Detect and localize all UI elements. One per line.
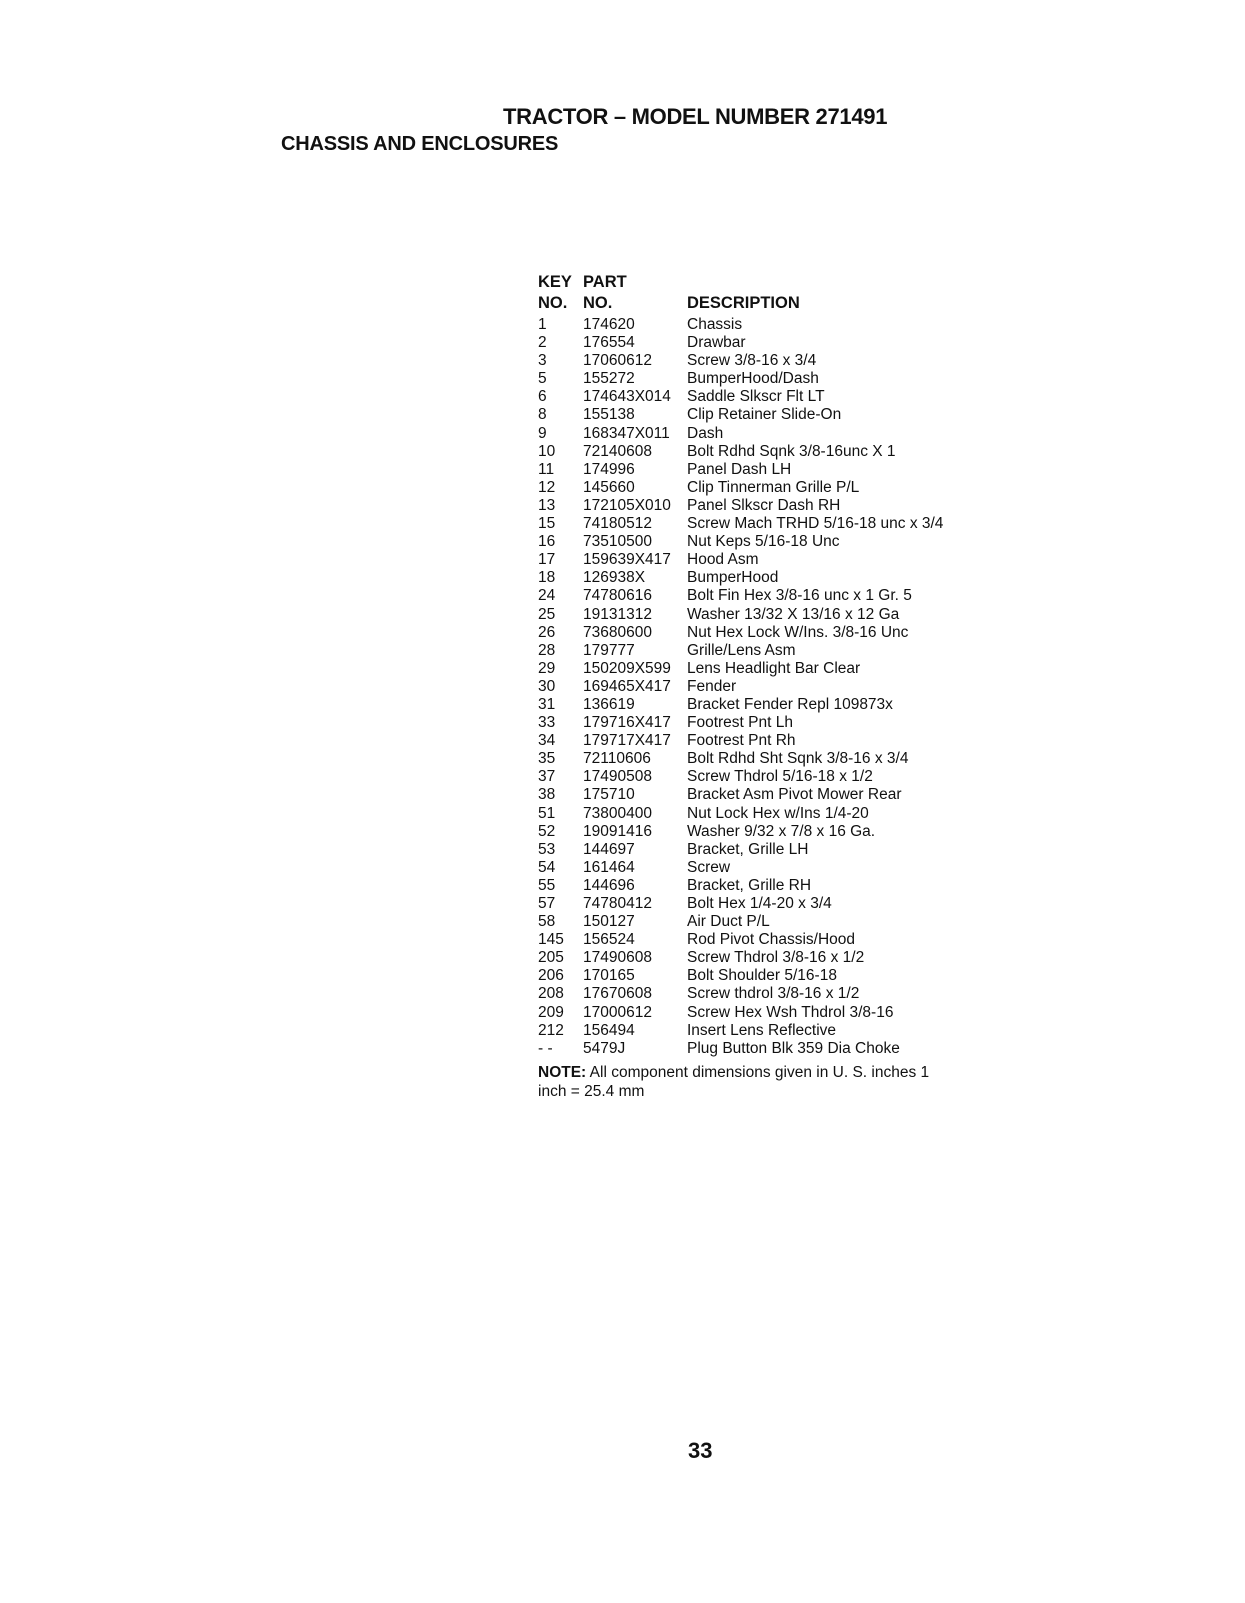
key-no-cell: 52 (538, 822, 556, 840)
table-row (538, 624, 943, 642)
part-no-cell: 136619 (583, 695, 635, 713)
table-row (538, 642, 943, 660)
table-row (538, 1004, 943, 1022)
part-no-cell: 161464 (583, 858, 635, 876)
note-label: NOTE: (538, 1064, 587, 1081)
part-no-cell: 17060612 (583, 352, 652, 370)
description-cell: Bolt Rdhd Sqnk 3/8-16unc X 1 (687, 442, 896, 460)
key-header-line2: NO. (538, 294, 568, 312)
description-cell: Lens Headlight Bar Clear (687, 659, 861, 677)
table-row (538, 443, 943, 461)
part-no-cell: 155272 (583, 370, 635, 388)
key-no-cell: 17 (538, 551, 556, 569)
table-row (538, 425, 943, 443)
key-no-cell: 6 (538, 388, 547, 406)
part-no-cell: 144697 (583, 840, 635, 858)
table-row (538, 370, 943, 388)
parts-list (538, 272, 943, 1058)
key-no-cell: 145 (538, 931, 564, 949)
part-no-cell: 72110606 (583, 750, 651, 768)
table-row (538, 606, 943, 624)
table-row (538, 805, 943, 823)
table-row (538, 533, 943, 551)
description-cell: Hood Asm (687, 551, 759, 569)
page-number: 33 (688, 1438, 713, 1463)
description-cell: Bracket Asm Pivot Mower Rear (687, 786, 902, 804)
key-no-cell: 26 (538, 623, 556, 641)
part-no-cell: 175710 (583, 786, 635, 804)
table-row (538, 949, 943, 967)
table-row (538, 515, 943, 533)
description-cell: Screw Mach TRHD 5/16-18 unc x 3/4 (687, 515, 944, 533)
description-cell: Bolt Rdhd Sht Sqnk 3/8-16 x 3/4 (687, 750, 909, 768)
description-cell: Bracket, Grille LH (687, 840, 809, 858)
key-no-cell: 205 (538, 949, 564, 967)
part-no-cell: 5479J (583, 1039, 626, 1057)
table-row (538, 551, 943, 569)
part-no-cell: 17490508 (583, 768, 652, 786)
table-row (538, 461, 943, 479)
key-no-cell: 58 (538, 913, 556, 931)
description-cell: Chassis (687, 316, 743, 333)
table-row (538, 877, 943, 895)
description-cell: Screw 3/8-16 x 3/4 (687, 352, 817, 370)
part-no-cell: 176554 (583, 334, 635, 352)
part-no-cell: 73680600 (583, 623, 652, 641)
part-no-cell: 74780616 (583, 587, 652, 605)
part-no-cell: 159639X417 (583, 551, 671, 569)
table-row (538, 768, 943, 786)
part-no-cell: 74180512 (583, 515, 652, 533)
description-cell: Washer 9/32 x 7/8 x 16 Ga. (687, 822, 876, 840)
part-no-cell: 144696 (583, 876, 635, 894)
table-row (538, 841, 943, 859)
part-no-cell: 168347X011 (583, 424, 670, 442)
table-row (538, 334, 943, 352)
table-row (538, 859, 943, 877)
key-no-cell: 29 (538, 659, 556, 677)
part-header-line2: NO. (583, 294, 613, 312)
description-cell: Clip Tinnerman Grille P/L (687, 478, 860, 496)
table-row (538, 750, 943, 768)
table-row (538, 696, 943, 714)
key-no-cell: 25 (538, 605, 556, 623)
table-row (538, 388, 943, 406)
description-cell: Fender (687, 677, 737, 695)
key-no-cell: 53 (538, 840, 556, 858)
table-row (538, 660, 943, 678)
description-cell: BumperHood/Dash (687, 370, 819, 388)
table-row (538, 587, 943, 605)
description-cell: Grille/Lens Asm (687, 641, 796, 659)
description-cell: Screw (687, 858, 731, 876)
key-no-cell: 35 (538, 750, 556, 768)
description-cell: Clip Retainer Slide-On (687, 406, 842, 424)
part-no-cell: 19131312 (583, 605, 652, 623)
part-no-cell: 156524 (583, 931, 635, 949)
part-no-cell: 179716X417 (583, 714, 671, 732)
description-cell: Nut Lock Hex w/Ins 1/4-20 (687, 804, 869, 822)
description-cell: Nut Hex Lock W/Ins. 3/8-16 Unc (687, 623, 909, 641)
key-no-cell: 3 (538, 352, 547, 370)
part-no-cell: 170165 (583, 967, 635, 985)
key-no-cell: 18 (538, 569, 556, 587)
key-no-cell: 37 (538, 768, 556, 786)
section-title: CHASSIS AND ENCLOSURES (281, 133, 559, 155)
description-cell: Screw Hex Wsh Thdrol 3/8-16 (687, 1003, 894, 1021)
key-no-cell: 208 (538, 985, 564, 1003)
table-row (538, 678, 943, 696)
part-no-cell: 19091416 (583, 822, 652, 840)
part-no-cell: 74780412 (583, 895, 652, 912)
key-no-cell: 8 (538, 406, 547, 424)
key-no-cell: 2 (538, 334, 547, 352)
description-cell: Panel Slkscr Dash RH (687, 496, 841, 514)
table-row (538, 479, 943, 497)
description-cell: Footrest Pnt Lh (687, 714, 793, 732)
part-no-cell: 126938X (583, 569, 646, 587)
key-no-cell: 24 (538, 587, 556, 605)
table-row (538, 967, 943, 985)
table-row (538, 352, 943, 370)
description-header: DESCRIPTION (687, 294, 800, 312)
key-no-cell: 12 (538, 478, 556, 496)
key-no-cell: 209 (538, 1003, 564, 1021)
part-no-cell: 172105X010 (583, 496, 671, 514)
part-no-cell: 17490608 (583, 949, 652, 967)
description-cell: Drawbar (687, 334, 746, 352)
table-row (538, 316, 943, 334)
table-row (538, 931, 943, 949)
key-no-cell: 10 (538, 442, 556, 460)
key-header-line1: KEY (538, 273, 572, 291)
part-no-cell: 150127 (583, 913, 635, 931)
key-no-cell: 54 (538, 858, 556, 876)
description-cell: Rod Pivot Chassis/Hood (687, 931, 855, 949)
description-cell: Washer 13/32 X 13/16 x 12 Ga (687, 605, 900, 623)
key-no-cell: - - (538, 1039, 553, 1057)
part-no-cell: 17000612 (583, 1003, 652, 1021)
description-cell: Insert Lens Reflective (687, 1021, 837, 1039)
part-no-cell: 174996 (583, 460, 635, 478)
part-no-cell: 169465X417 (583, 677, 671, 695)
part-no-cell: 145660 (583, 478, 635, 496)
key-no-cell: 5 (538, 370, 547, 388)
description-cell: Bolt Hex 1/4-20 x 3/4 (687, 895, 832, 912)
part-no-cell: 73800400 (583, 804, 652, 822)
note-text: All component dimensions given in U. S. inches 1 inch = 25.4 mm (538, 1064, 930, 1100)
part-header-line1: PART (583, 273, 627, 291)
key-no-cell: 13 (538, 496, 556, 514)
description-cell: Footrest Pnt Rh (687, 732, 796, 750)
part-no-cell: 174643X014 (583, 388, 671, 406)
key-no-cell: 11 (538, 460, 555, 478)
table-row (538, 1040, 943, 1058)
part-no-cell: 150209X599 (583, 659, 671, 677)
description-cell: Nut Keps 5/16-18 Unc (687, 533, 840, 551)
part-no-cell: 73510500 (583, 533, 652, 551)
table-row (538, 985, 943, 1003)
description-cell: Bracket, Grille RH (687, 876, 812, 894)
key-no-cell: 33 (538, 714, 556, 732)
key-no-cell: 30 (538, 677, 556, 695)
key-no-cell: 212 (538, 1021, 564, 1039)
description-cell: Bracket Fender Repl 109873x (687, 695, 893, 713)
key-no-cell: 38 (538, 786, 556, 804)
page-title: TRACTOR – MODEL NUMBER 271491 (503, 104, 888, 129)
key-no-cell: 51 (538, 804, 556, 822)
part-no-cell: 174620 (583, 316, 635, 333)
table-row (538, 497, 943, 515)
table-row (538, 1022, 943, 1040)
key-no-cell: 206 (538, 967, 564, 985)
description-cell: Screw Thdrol 3/8-16 x 1/2 (687, 949, 865, 967)
parts-list-rows (538, 316, 943, 1058)
dimensions-note (538, 1063, 958, 1101)
key-no-cell: 1 (538, 316, 547, 333)
description-cell: Plug Button Blk 359 Dia Choke (687, 1039, 900, 1057)
key-no-cell: 34 (538, 732, 556, 750)
key-no-cell: 16 (538, 533, 556, 551)
key-no-cell: 55 (538, 876, 556, 894)
table-row (538, 406, 943, 424)
table-row (538, 732, 943, 750)
description-cell: Saddle Slkscr Flt LT (687, 388, 825, 406)
part-no-cell: 155138 (583, 406, 635, 424)
key-no-cell: 15 (538, 515, 556, 533)
table-row (538, 895, 943, 913)
description-cell: Dash (687, 424, 724, 442)
key-no-cell: 57 (538, 895, 556, 912)
table-row (538, 569, 943, 587)
table-row (538, 786, 943, 804)
description-cell: Bolt Shoulder 5/16-18 (687, 967, 837, 985)
description-cell: Screw thdrol 3/8-16 x 1/2 (687, 985, 860, 1003)
description-cell: Bolt Fin Hex 3/8-16 unc x 1 Gr. 5 (687, 587, 912, 605)
key-no-cell: 28 (538, 641, 556, 659)
description-cell: Screw Thdrol 5/16-18 x 1/2 (687, 768, 873, 786)
description-cell: Air Duct P/L (687, 913, 770, 931)
part-no-cell: 156494 (583, 1021, 635, 1039)
key-no-cell: 9 (538, 424, 547, 442)
table-row (538, 714, 943, 732)
part-no-cell: 179717X417 (583, 732, 671, 750)
parts-list-header (538, 272, 943, 314)
table-row (538, 913, 943, 931)
part-no-cell: 72140608 (583, 442, 652, 460)
description-cell: BumperHood (687, 569, 779, 587)
part-no-cell: 17670608 (583, 985, 652, 1003)
part-no-cell: 179777 (583, 641, 635, 659)
table-row (538, 823, 943, 841)
key-no-cell: 31 (538, 695, 556, 713)
description-cell: Panel Dash LH (687, 460, 792, 478)
